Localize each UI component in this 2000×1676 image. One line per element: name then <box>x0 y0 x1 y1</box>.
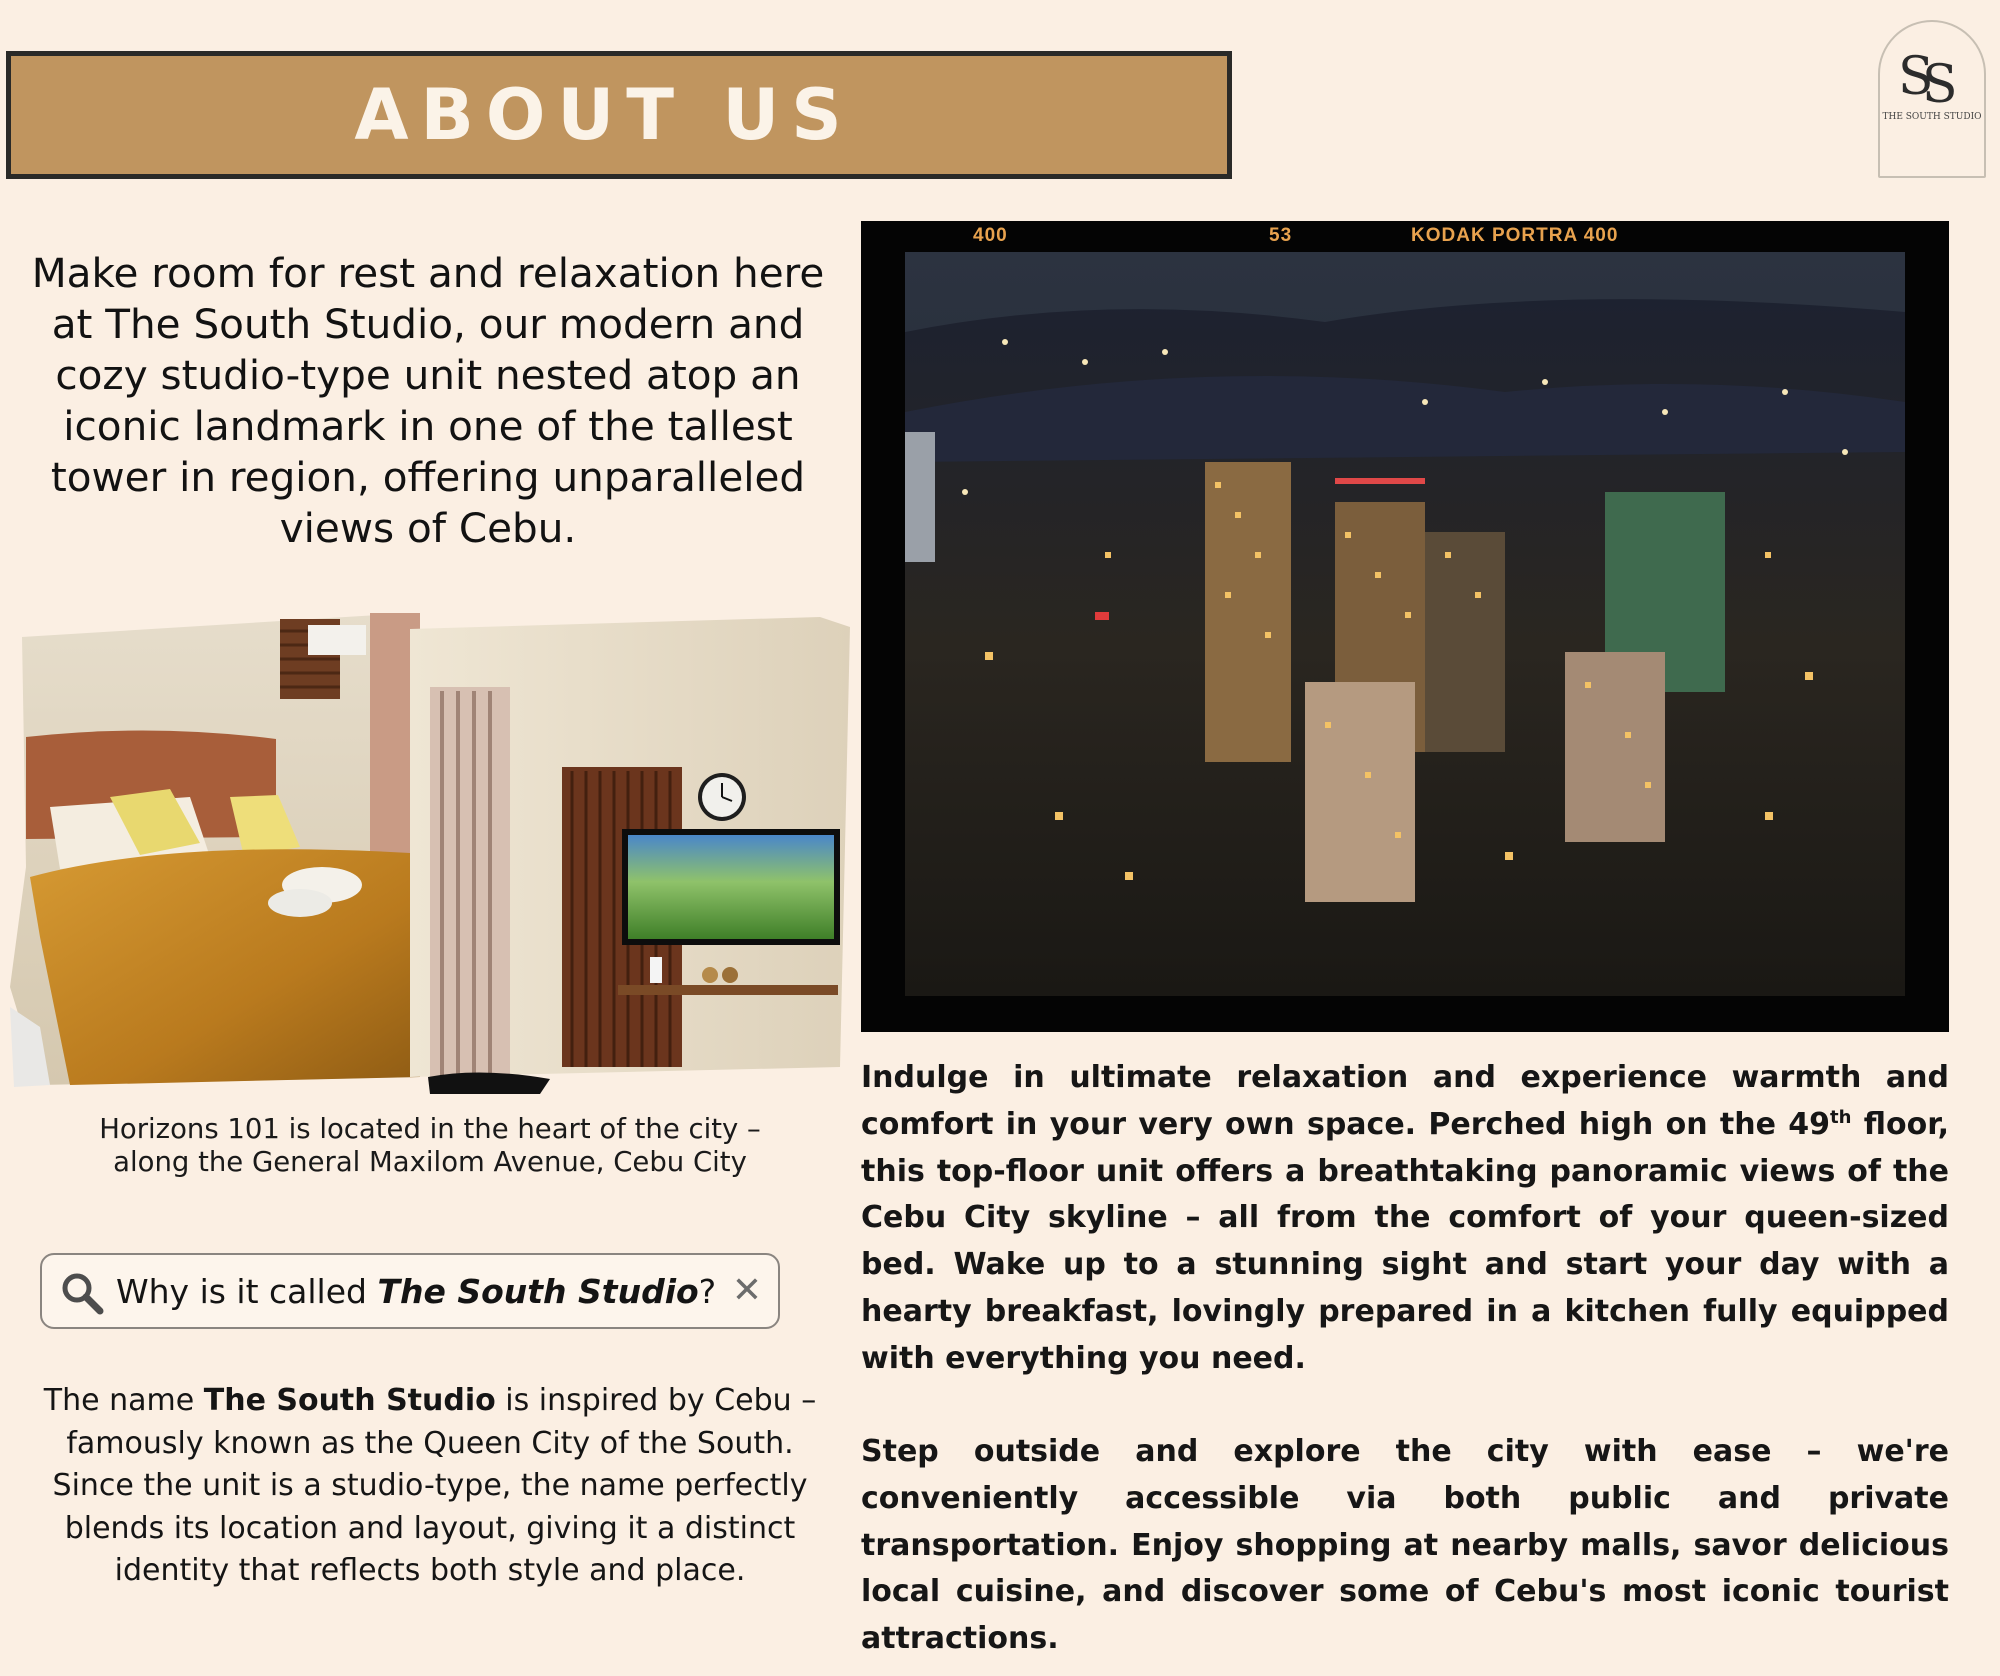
svg-text:S: S <box>1898 48 1934 107</box>
brand-logo <box>1878 20 1986 178</box>
search-query[interactable]: Why is it called The South Studio? <box>116 1272 717 1311</box>
description-paragraph-2: Step outside and explore the city with ease – we're conveniently accessible via both public and private transportation. Enjoy shopping at nearby malls, savor delicious local cuisine, and discover some of Cebu's most iconic tourist attractions. <box>861 1434 1949 1657</box>
search-box[interactable] <box>40 1253 780 1329</box>
city-photo-frame <box>861 221 1949 1032</box>
film-label-brand: KODAK PORTRA 400 <box>1411 225 1619 246</box>
svg-text:S: S <box>1922 55 1958 110</box>
room-photo-collage <box>10 607 850 1094</box>
intro-text: Make room for rest and relaxation here at The South Studio, our modern and cozy studio-type unit nested atop an iconic landmark in one of the tallest tower in region, offering unparalleled views of Cebu. <box>31 249 825 552</box>
logo-brand-text: THE SOUTH STUDIO <box>1882 112 1982 122</box>
search-query-emphasis: The South Studio <box>377 1272 699 1311</box>
name-explanation: The name The South Studio is inspired by Cebu – famously known as the Queen City of the South. Since the unit is a studio-type, the name perfectly blends its location and layout, giving it a distinct identity that reflects both style and place. <box>43 1383 817 1588</box>
brand-name-bold: The South Studio <box>203 1383 496 1418</box>
header-banner <box>6 51 1232 179</box>
location-caption: Horizons 101 is located in the heart of the city – along the General Maxilom Avenue, Cebu City <box>99 1113 761 1178</box>
cebu-skyline-photo <box>905 252 1905 996</box>
page-title: ABOUT US <box>354 74 854 156</box>
monogram-logo-icon <box>1892 48 1972 110</box>
film-label-iso: 400 <box>973 225 1008 246</box>
film-label-frame-number: 53 <box>1269 225 1293 246</box>
search-icon <box>60 1271 104 1315</box>
description-paragraph-1: Indulge in ultimate relaxation and experience warmth and comfort in your very own space. Perched high on the 49th floor, this top-floor unit offers a breathtaking panoramic views of the Cebu City skyline – all from the comfort of your queen-sized bed. Wake up to a stunning sight and start your day with a hearty breakfast, lovingly prepared in a kitchen fully equipped with everything you need. <box>861 1060 1950 1376</box>
close-icon[interactable]: ✕ <box>731 1270 762 1311</box>
